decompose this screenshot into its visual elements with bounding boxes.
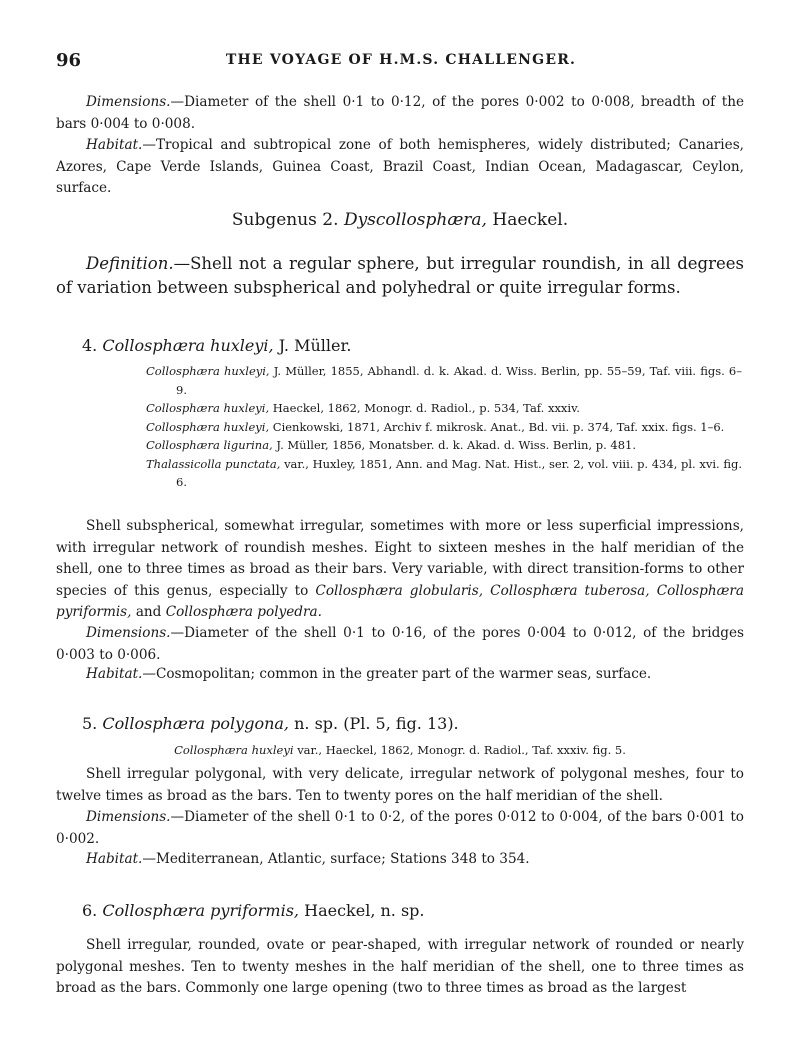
- synonym-ref: var., Haeckel, 1862, Monogr. d. Radiol., Taf. xxxiv. fig. 5.: [297, 743, 626, 757]
- definition-label: Definition.: [86, 254, 174, 273]
- species-heading: [82, 901, 425, 920]
- related-species: Collosphæra pyriformis,: [56, 582, 744, 620]
- synonym-entry: [146, 436, 742, 455]
- species-number: 6.: [82, 901, 98, 920]
- synonym-entry: [146, 399, 742, 418]
- species-heading: [82, 714, 459, 733]
- subgenus-author: Haeckel.: [492, 210, 569, 230]
- subgenus-definition: [56, 252, 744, 300]
- dimensions-text: —Diameter of the shell 0·1 to 0·16, of the pores 0·004 to 0·012, of the bridges 0·003 to 0·006.: [56, 625, 744, 663]
- synonym-name: Collosphæra huxleyi,: [146, 364, 270, 378]
- synonym-ref: J. Müller, 1855, Abhandl. d. k. Akad. d. Wiss. Berlin, pp. 55–59, Taf. viii. figs. 6–9.: [176, 364, 742, 397]
- running-title: THE VOYAGE OF H.M.S. CHALLENGER.: [225, 52, 577, 68]
- synonym-ref: var., Huxley, 1851, Ann. and Mag. Nat. Hist., ser. 2, vol. viii. p. 434, pl. xvi. fig. 6.: [176, 456, 743, 489]
- description-text: Shell irregular polygonal, with very delicate, irregular network of polygonal meshes, four to twelve times as broad as the bars. Ten to twenty pores on the half meridian of the shell.: [56, 766, 744, 804]
- plate-reference: (Pl. 5, fig. 13).: [343, 714, 459, 733]
- synonym-name: Collosphæra huxleyi,: [146, 401, 270, 415]
- synonym-name: Collosphæra huxleyi,: [146, 419, 270, 434]
- species-habitat: [56, 664, 744, 686]
- related-species: Collosphæra polyedra.: [165, 604, 322, 620]
- dimensions-label: Dimensions.: [86, 625, 171, 641]
- habitat-text: —Tropical and subtropical zone of both hemispheres, widely distributed; Canaries, Azores, Cape Verde Islands, Guinea Coast, Brazil Coast, Indian Ocean, Madagascar, Ceylon, surface.: [56, 137, 744, 196]
- habitat-label: Habitat.: [86, 137, 143, 153]
- habitat-text: —Cosmopolitan; common in the greater part of the warmer seas, surface.: [142, 666, 652, 682]
- subgenus-name: Dyscollosphæra,: [343, 210, 487, 230]
- habitat-label: Habitat.: [86, 666, 143, 682]
- synonym-ref: Cienkowski, 1871, Archiv f. mikrosk. Anat., Bd. vii. p. 374, Taf. xxix. figs. 1–6.: [272, 419, 725, 434]
- description-text: Shell irregular, rounded, ovate or pear-shaped, with irregular network of rounded or nearly polygonal meshes. Ten to twenty meshes in the half meridian of the shell, one to three times as broad as the bars. Commonly one large opening (two to three times as broad as the largest: [56, 937, 744, 996]
- species-description: [56, 764, 744, 807]
- synonym-entry: [146, 455, 742, 492]
- species-heading: [82, 336, 351, 355]
- definition-text: —Shell not a regular sphere, but irregular roundish, in all degrees of variation between subspherical and polyhedral or quite irregular forms.: [56, 254, 744, 297]
- habitat-label: Habitat.: [86, 851, 143, 867]
- species-description: [56, 516, 744, 624]
- synonym-name: Thalassicolla punctata,: [146, 456, 281, 471]
- synonym-ref: Haeckel, 1862, Monogr. d. Radiol., p. 534, Taf. xxxiv.: [272, 401, 580, 415]
- dimensions-text: —Diameter of the shell 0·1 to 0·12, of the pores 0·002 to 0·008, breadth of the bars 0·004 to 0·008.: [56, 94, 744, 132]
- related-species: Collosphæra globularis,: [315, 582, 484, 599]
- species-description: [56, 935, 744, 1000]
- synonym-name: Collosphæra huxleyi: [174, 743, 294, 757]
- synonym-ref: J. Müller, 1856, Monatsber. d. k. Akad. d. Wiss. Berlin, p. 481.: [276, 438, 637, 452]
- species-name: Collosphæra pyriformis,: [102, 901, 300, 920]
- synonym-entry: [146, 418, 742, 437]
- species-name: Collosphæra huxleyi,: [102, 336, 274, 355]
- synonymy-list: [146, 362, 742, 492]
- species-name: Collosphæra polygona,: [102, 714, 290, 733]
- dimensions-label: Dimensions.: [86, 94, 171, 110]
- intro-habitat: [56, 135, 744, 200]
- dimensions-text: —Diameter of the shell 0·1 to 0·2, of the pores 0·012 to 0·004, of the bars 0·001 to 0·002.: [56, 809, 744, 847]
- species-author: J. Müller.: [278, 336, 352, 355]
- description-text: Shell subspherical, somewhat irregular, sometimes with more or less superficial impressions, with irregular network of roundish meshes. Eight to sixteen meshes in the half meridian of the shell, one to three times as broad as their bars. Very variable, with direct transition-forms to other species of this genus, especially to: [56, 518, 744, 599]
- dimensions-label: Dimensions.: [86, 809, 171, 825]
- intro-dimensions: [56, 92, 744, 135]
- subgenus-heading: [0, 210, 800, 230]
- species-habitat: [56, 849, 744, 871]
- synonym-entry: [0, 741, 800, 760]
- species-author: n. sp.: [294, 714, 339, 733]
- synonym-name: Collosphæra ligurina,: [146, 438, 273, 452]
- subgenus-prefix: Subgenus 2.: [231, 210, 339, 230]
- synonym-entry: [146, 362, 742, 399]
- page-number: 96: [56, 50, 82, 71]
- habitat-text: —Mediterranean, Atlantic, surface; Stations 348 to 354.: [142, 851, 530, 867]
- description-conjunction: and: [135, 604, 162, 620]
- page-header: [56, 50, 746, 74]
- species-dimensions: [56, 807, 744, 850]
- species-number: 4.: [82, 336, 98, 355]
- species-dimensions: [56, 623, 744, 666]
- species-number: 5.: [82, 714, 98, 733]
- species-author: Haeckel, n. sp.: [304, 901, 425, 920]
- related-species: Collosphæra tuberosa,: [490, 582, 650, 599]
